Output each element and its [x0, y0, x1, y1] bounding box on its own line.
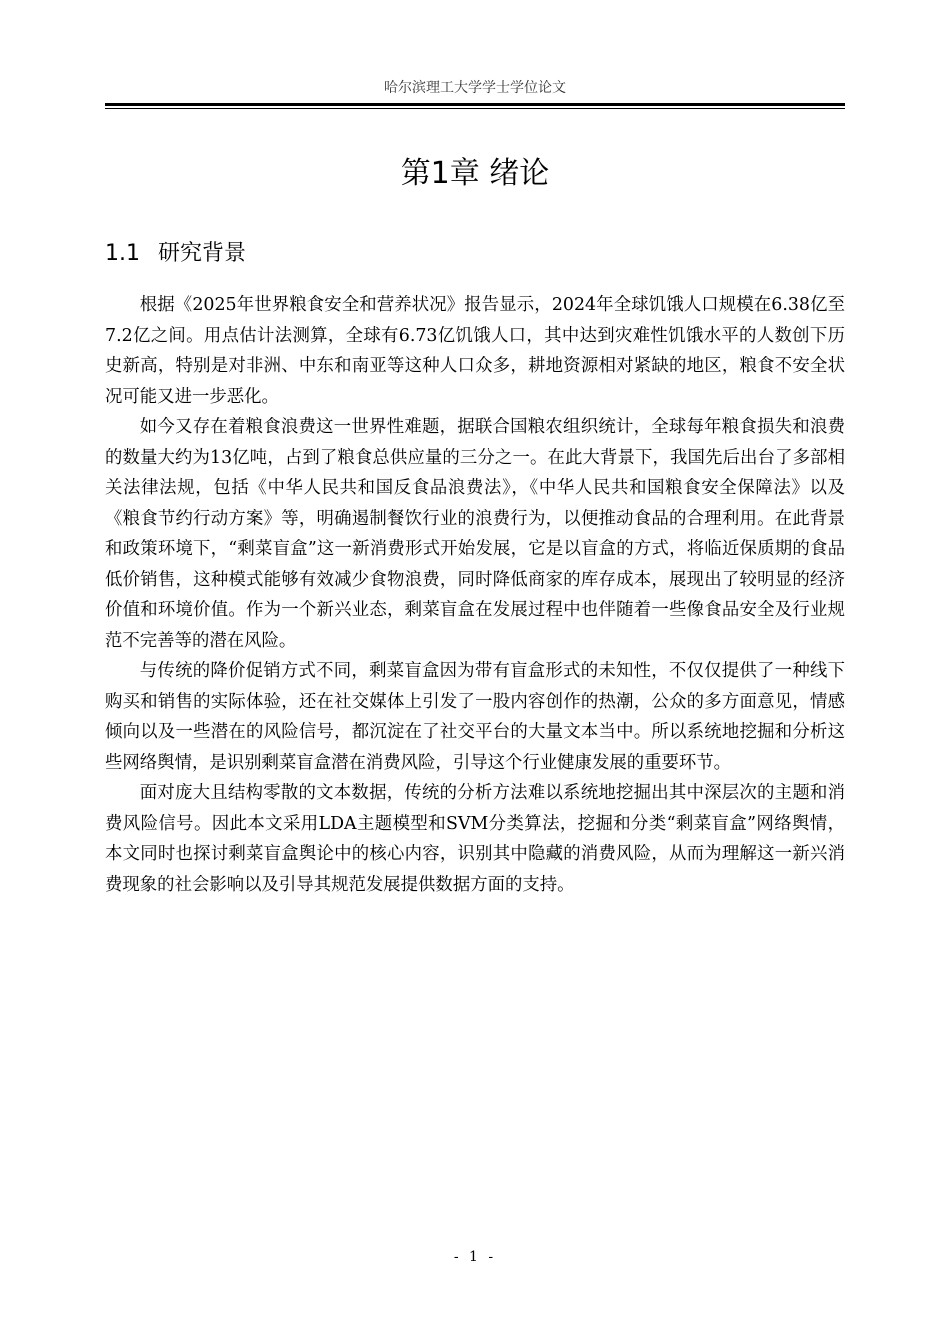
header-rule-thin	[105, 108, 845, 109]
section-number: 1.1	[105, 241, 140, 266]
section-title-text: 研究背景	[158, 241, 247, 266]
paragraph-2: 如今又存在着粮食浪费这一世界性难题，据联合国粮农组织统计，全球每年粮食损失和浪费的数量大约为13亿吨，占到了粮食总供应量的三分之一。在此大背景下，我国先后出台了多部相关法律法规，包括《中华人民共和国反食品浪费法》，《中华人民共和国粮食安全保障法》以及《粮食节约行动方案》等，明确遏制餐饮行业的浪费行为，以便推动食品的合理利用。在此背景和政策环境下，“剩菜盲盒”这一新消费形式开始发展，它是以盲盒的方式，将临近保质期的食品低价销售，这种模式能够有效减少食物浪费，同时降低商家的库存成本，展现出了较明显的经济价值和环境价值。作为一个新兴业态，剩菜盲盒在发展过程中也伴随着一些像食品安全及行业规范不完善等的潜在风险。	[105, 417, 845, 651]
page-number: - 1 -	[453, 1249, 497, 1265]
header-rule-thick	[105, 103, 845, 106]
chapter-title: 第1章 绪论	[400, 156, 550, 191]
section-heading	[105, 236, 246, 272]
paragraph-3: 与传统的降价促销方式不同，剩菜盲盒因为带有盲盒形式的未知性，不仅仅提供了一种线下购买和销售的实际体验，还在社交媒体上引发了一股内容创作的热潮，公众的多方面意见，情感倾向以及一些潜在的风险信号，都沉淀在了社交平台的大量文本当中。所以系统地挖掘和分析这些网络舆情，是识别剩菜盲盒潜在消费风险，引导这个行业健康发展的重要环节。	[105, 661, 845, 773]
running-header: 哈尔滨理工大学学士学位论文	[384, 80, 566, 96]
paragraph-4: 面对庞大且结构零散的文本数据，传统的分析方法难以系统地挖掘出其中深层次的主题和消费风险信号。因此本文采用LDA主题模型和SVM分类算法，挖掘和分类“剩菜盲盒”网络舆情，本文同时也探讨剩菜盲盒舆论中的核心内容，识别其中隐藏的消费风险，从而为理解这一新兴消费现象的社会影响以及引导其规范发展提供数据方面的支持。	[105, 783, 845, 895]
paragraph-1: 根据《2025年世界粮食安全和营养状况》报告显示，2024年全球饥饿人口规模在6.38亿至7.2亿之间。用点估计法测算，全球有6.73亿饥饿人口，其中达到灾难性饥饿水平的人数创下历史新高，特别是对非洲、中东和南亚等这种人口众多，耕地资源相对紧缺的地区，粮食不安全状况可能又进一步恶化。	[105, 295, 845, 407]
body-text	[105, 290, 845, 900]
